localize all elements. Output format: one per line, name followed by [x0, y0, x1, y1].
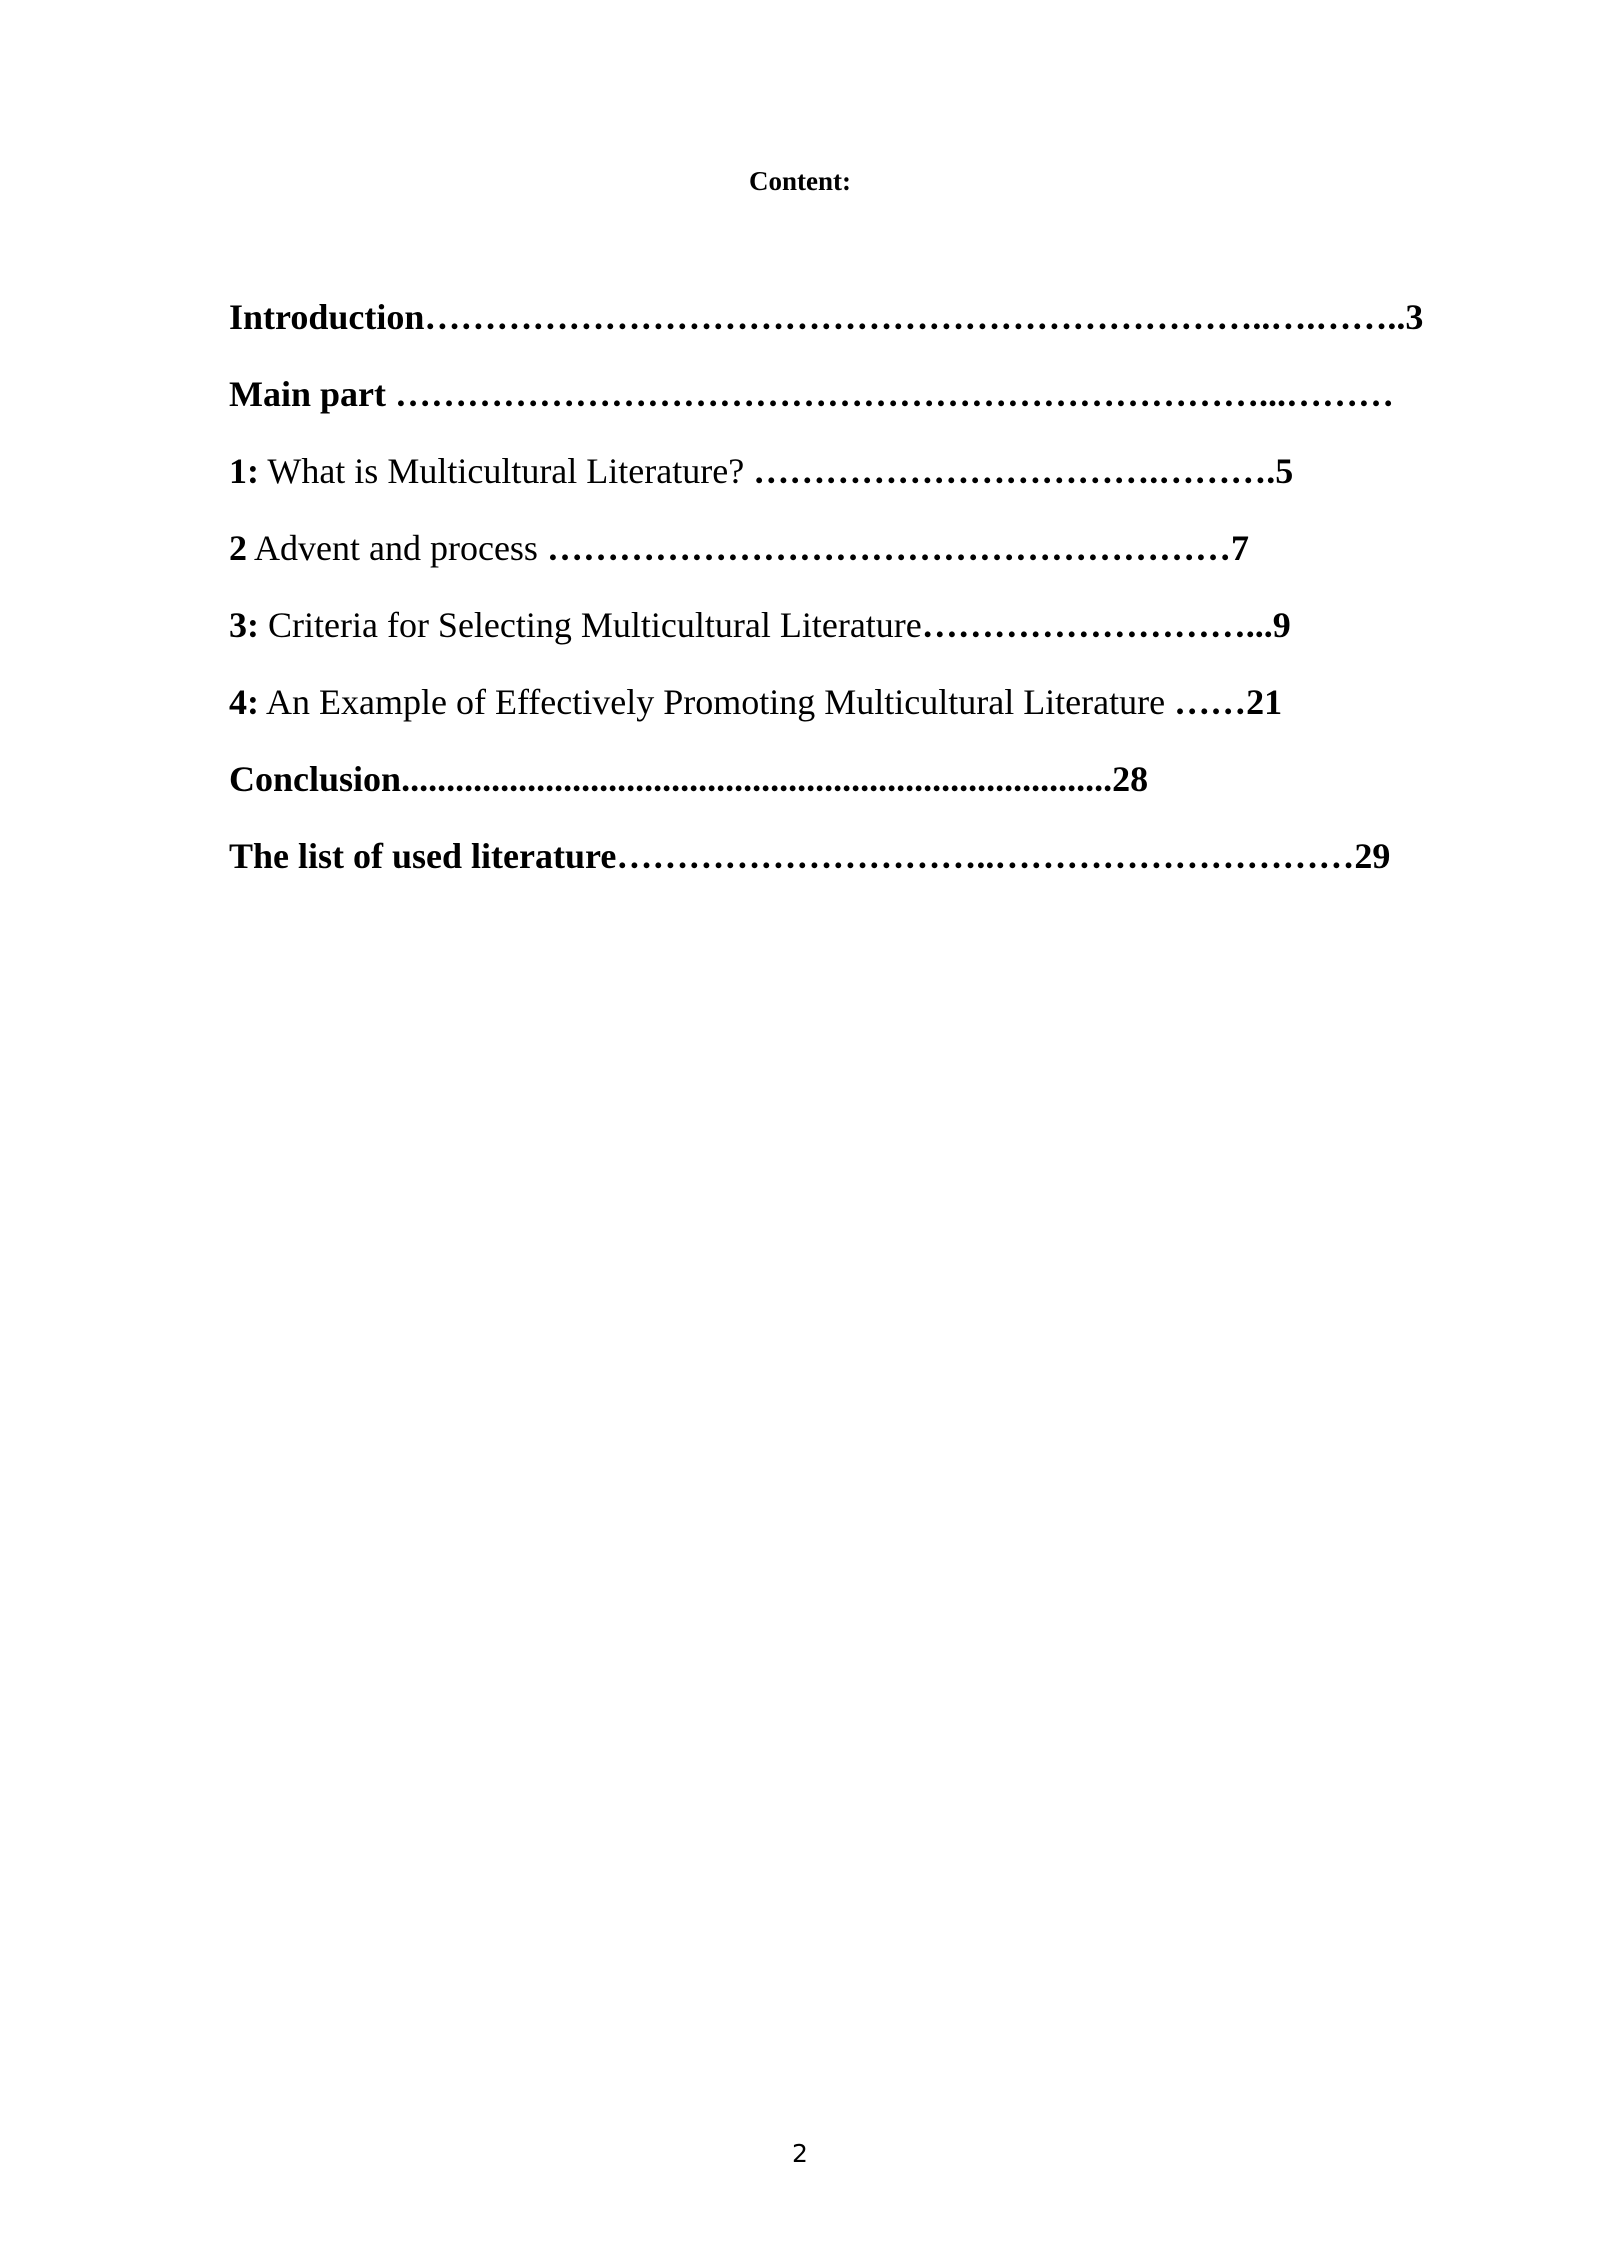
toc-entry-text: Advent and process	[247, 528, 547, 568]
toc-entry-leader: ...............................................................................	[401, 759, 1113, 799]
toc-entry-page: 7	[1230, 528, 1249, 568]
toc-entry-page: 21	[1246, 682, 1283, 722]
table-of-contents	[229, 295, 1569, 911]
toc-entry-introduction	[229, 295, 1569, 372]
toc-entry-literature	[229, 834, 1569, 911]
toc-entry-page: 29	[1354, 836, 1391, 876]
toc-entry-number: 3:	[229, 605, 259, 645]
toc-entry-conclusion	[229, 757, 1569, 834]
toc-entry-section-2	[229, 526, 1569, 603]
toc-entry-leader: …………………………..…………………………	[616, 836, 1355, 876]
toc-entry-section-3	[229, 603, 1569, 680]
toc-entry-text: The list of used literature	[229, 836, 617, 876]
toc-entry-leader: …………………………….……….	[753, 451, 1276, 491]
toc-entry-text: Introduction	[229, 297, 425, 337]
toc-entry-text: An Example of Effectively Promoting Multicultural Literature	[259, 682, 1175, 722]
toc-entry-number: 2	[229, 528, 247, 568]
page-number: 2	[792, 2139, 808, 2168]
toc-entry-section-4	[229, 680, 1569, 757]
toc-entry-leader: ………………………………………………………………...………	[386, 374, 1394, 414]
toc-entry-leader: …………………………………………………	[546, 528, 1231, 568]
toc-entry-section-1	[229, 449, 1569, 526]
toc-entry-leader: ……	[1174, 682, 1247, 722]
toc-entry-number: 4:	[229, 682, 259, 722]
toc-entry-page: 5	[1275, 451, 1294, 491]
toc-entry-leader: ………………………...	[921, 605, 1273, 645]
toc-entry-text: Criteria for Selecting Multicultural Literature	[259, 605, 922, 645]
toc-entry-text: Main part	[229, 374, 386, 414]
toc-entry-page: 3	[1405, 297, 1424, 337]
toc-entry-page: 28	[1112, 759, 1149, 799]
toc-entry-leader: ……………………………………………………………..….……..	[424, 297, 1406, 337]
toc-entry-main-part	[229, 372, 1569, 449]
document-title: Content:	[749, 166, 851, 196]
toc-entry-text: Conclusion	[229, 759, 402, 799]
toc-entry-text: What is Multicultural Literature?	[259, 451, 754, 491]
toc-entry-number: 1:	[229, 451, 259, 491]
toc-entry-page: 9	[1272, 605, 1291, 645]
